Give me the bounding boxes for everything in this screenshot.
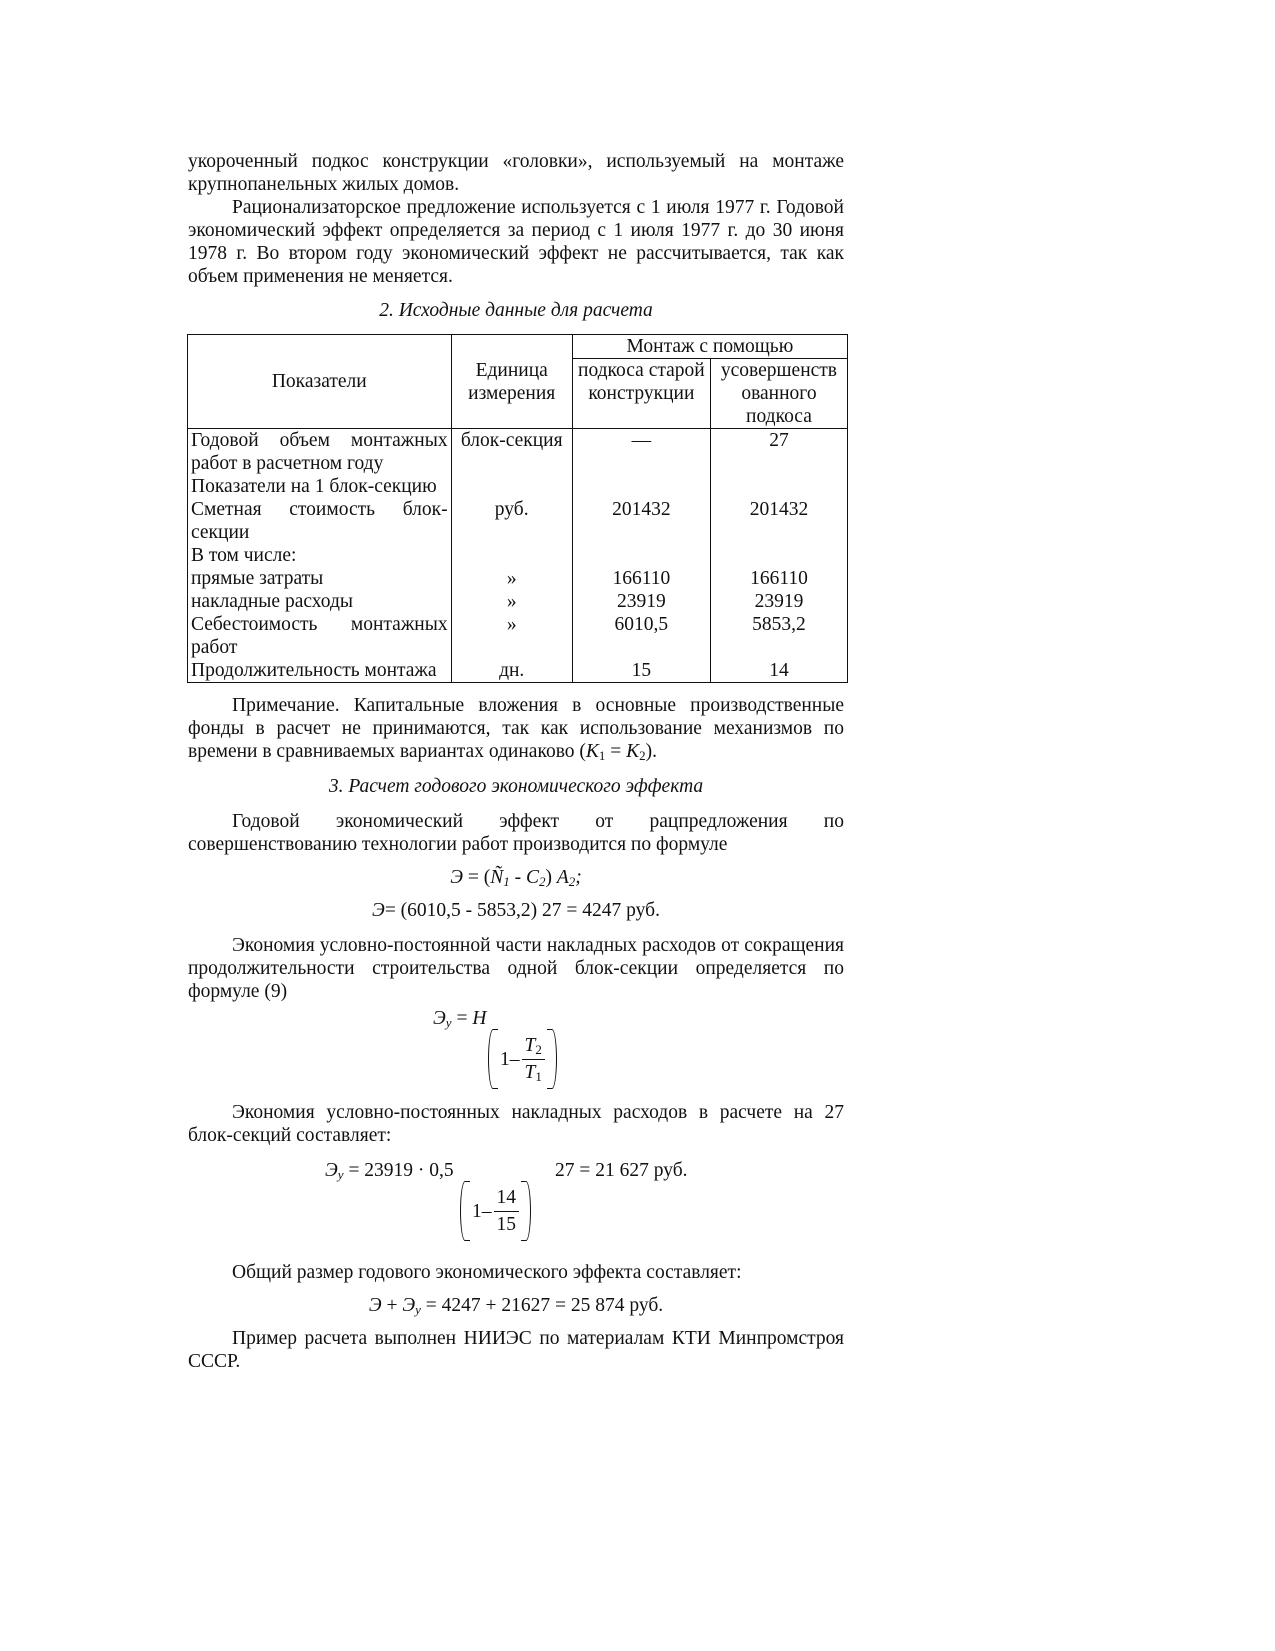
cell-old [572, 544, 710, 567]
table-row [188, 590, 848, 613]
note-paragraph: Примечание. Капитальные вложения в основные производственные фонды в расчет не принимаются, так как использование механизмов по времени в сравниваемых вариантах одинаково $(K_1 = K_2)$. [188, 695, 844, 763]
cell-unit [451, 544, 572, 567]
cell-unit: » [451, 567, 572, 590]
cell-new: 5853,2 [710, 613, 847, 659]
cell-new: 27 [710, 429, 847, 476]
table-header-row [188, 335, 848, 359]
cell-unit: » [451, 590, 572, 613]
table-row [188, 475, 848, 498]
cell-old: 166110 [572, 567, 710, 590]
cell-name: накладные расходы [188, 590, 452, 613]
cell-name: Себестоимость монтажных работ [188, 613, 452, 659]
header-mount: Монтаж с помощью [572, 335, 847, 359]
cell-old: 201432 [572, 498, 710, 544]
header-indicators: Показатели [188, 335, 452, 429]
formula-effect-value: Э= (6010,5 - 5853,2) 27 = 4247 руб. [372, 900, 660, 921]
cell-unit: » [451, 613, 572, 659]
formula-intro-paragraph: Годовой экономический эффект от рацпредложения по совершенствованию технологии работ производится по формуле [188, 811, 844, 855]
section2-title: 2. Исходные данные для расчета [379, 300, 653, 321]
intro-paragraph: Рационализаторское предложение используется с 1 июля 1977 г. Годовой экономический эффект определяется за период с 1 июля 1977 г. до 30 июня 1978 г. Во втором году экономический эффект не рассчитывается, так как объем применения не меняется. [188, 197, 844, 287]
header-old: подкоса старой конструкции [572, 359, 710, 429]
economy27-paragraph: Экономия условно-постоянных накладных расходов в расчете на 27 блок-секций составляет: [188, 1102, 844, 1146]
cell-new: 23919 [710, 590, 847, 613]
header-unit: Единица измерения [451, 335, 572, 429]
cell-unit: дн. [451, 659, 572, 683]
cell-old: 6010,5 [572, 613, 710, 659]
intro-continuation: укороченный подкос конструкции «головки», используемый на монтаже крупнопанельных жилых домов. [188, 151, 844, 195]
cell-new: 201432 [710, 498, 847, 544]
formula-effect-general: $Э = (Ñ_1 - С_2)$ $А_2$; [450, 867, 582, 889]
cell-unit: руб. [451, 498, 572, 544]
cell-name: Годовой объем монтажных работ в расчетном году [188, 429, 452, 476]
cell-name: Продолжительность монтажа [188, 659, 452, 683]
k2-symbol: K [626, 741, 640, 762]
section3-title: 3. Расчет годового экономического эффекта [328, 776, 704, 797]
cell-old [572, 475, 710, 498]
source-data-table [187, 334, 848, 683]
economy-paragraph: Экономия условно-постоянной части накладных расходов от сокращения продолжительности строительства одной блок-секции определяется по формуле (9) [188, 935, 844, 1002]
cell-unit [451, 475, 572, 498]
header-new: усовершенств ованного подкоса [710, 359, 847, 429]
table-row [188, 659, 848, 683]
cell-old: 15 [572, 659, 710, 683]
cell-new: 14 [710, 659, 847, 683]
table-row [188, 613, 848, 659]
cell-old: — [572, 429, 710, 476]
k1-symbol: K [585, 741, 599, 762]
cell-name: Сметная стоимость блок-секции [188, 498, 452, 544]
table-row [188, 567, 848, 590]
cell-new [710, 544, 847, 567]
formula-economy-general: $Э_у = Н$ 1 – $\frac{T_2}{T_1}$ [188, 1007, 844, 1089]
cell-name: прямые затраты [188, 567, 452, 590]
document-page [188, 150, 844, 1373]
cell-old: 23919 [572, 590, 710, 613]
formula-economy-value: $Э_у = 23919 \cdot 0,5$ 27 = 21 627 руб. 1 – $\frac{14}{15}$ [188, 1159, 844, 1251]
total-paragraph: Общий размер годового экономического эффекта составляет: [232, 1262, 742, 1283]
table-row [188, 429, 848, 476]
table-row [188, 544, 848, 567]
final-paragraph: Пример расчета выполнен НИИЭС по материалам КТИ Минпромстроя СССР. [188, 1328, 844, 1372]
cell-unit: блок-секция [451, 429, 572, 476]
table-row [188, 498, 848, 544]
cell-name: В том числе: [188, 544, 452, 567]
cell-new [710, 475, 847, 498]
cell-name: Показатели на 1 блок-секцию [188, 475, 452, 498]
formula-total: $Э + Э_у = 4247 + 21627 = 25$ 874 руб. [368, 1295, 664, 1317]
cell-new: 166110 [710, 567, 847, 590]
